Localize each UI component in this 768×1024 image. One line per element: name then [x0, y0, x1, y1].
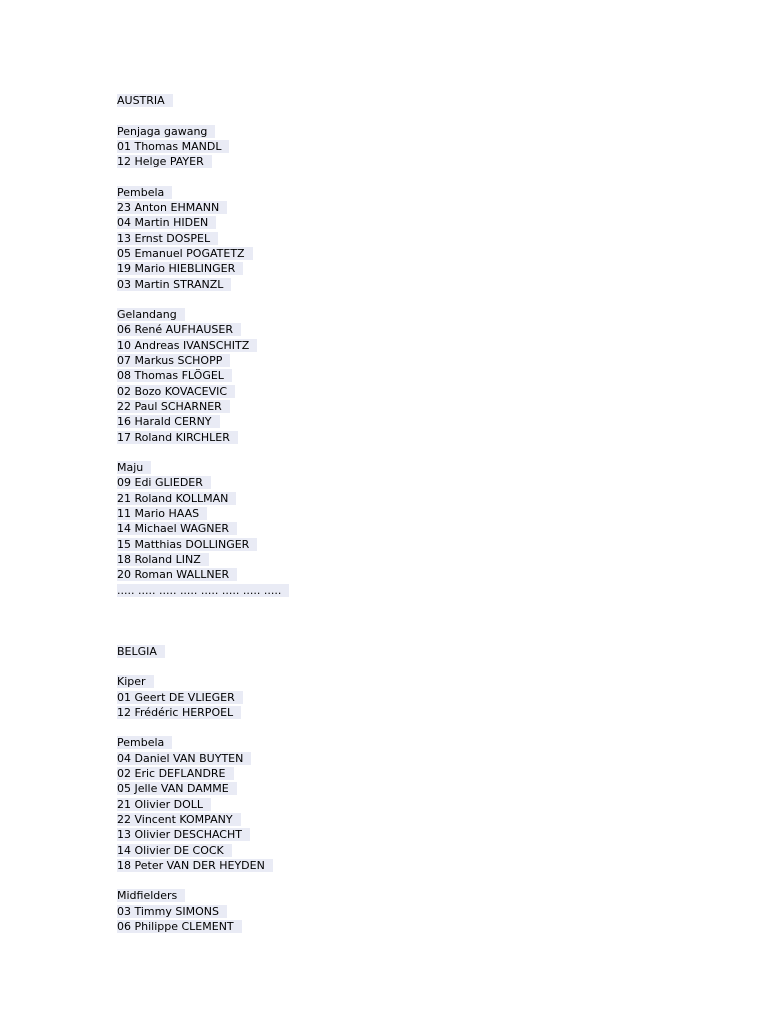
player-line: 12 Helge PAYER	[117, 154, 289, 169]
player-line: 21 Olivier DOLL	[117, 797, 289, 812]
player-line: 19 Mario HIEBLINGER	[117, 261, 289, 276]
player-line: 14 Michael WAGNER	[117, 521, 289, 536]
position-heading: Maju	[117, 460, 289, 475]
player-line: 17 Roland KIRCHLER	[117, 430, 289, 445]
player-line: 23 Anton EHMANN	[117, 200, 289, 215]
player-line: 02 Bozo KOVACEVIC	[117, 384, 289, 399]
player-line: 20 Roman WALLNER	[117, 567, 289, 582]
player-line: 21 Roland KOLLMAN	[117, 491, 289, 506]
player-line: 07 Markus SCHOPP	[117, 353, 289, 368]
player-line: 16 Harald CERNY	[117, 414, 289, 429]
spacer	[117, 445, 289, 460]
spacer	[117, 598, 289, 644]
squad-list	[117, 93, 289, 934]
spacer	[117, 873, 289, 888]
position-heading: Midfielders	[117, 888, 289, 903]
spacer	[117, 659, 289, 674]
player-line: 10 Andreas IVANSCHITZ	[117, 338, 289, 353]
position-heading: Pembela	[117, 735, 289, 750]
spacer	[117, 108, 289, 123]
player-line: 05 Jelle VAN DAMME	[117, 781, 289, 796]
country-heading: AUSTRIA	[117, 93, 289, 108]
player-line: 08 Thomas FLÖGEL	[117, 368, 289, 383]
position-heading: Gelandang	[117, 307, 289, 322]
player-line: 14 Olivier DE COCK	[117, 843, 289, 858]
player-line: 15 Matthias DOLLINGER	[117, 537, 289, 552]
player-line: 03 Martin STRANZL	[117, 277, 289, 292]
player-line: 18 Roland LINZ	[117, 552, 289, 567]
player-line: 06 Philippe CLEMENT	[117, 919, 289, 934]
player-line: 06 René AUFHAUSER	[117, 322, 289, 337]
player-line: 22 Paul SCHARNER	[117, 399, 289, 414]
player-line: 01 Geert DE VLIEGER	[117, 690, 289, 705]
player-line: 04 Martin HIDEN	[117, 215, 289, 230]
spacer	[117, 720, 289, 735]
spacer	[117, 292, 289, 307]
player-line: 04 Daniel VAN BUYTEN	[117, 751, 289, 766]
player-line: 03 Timmy SIMONS	[117, 904, 289, 919]
position-heading: Kiper	[117, 674, 289, 689]
player-line: 02 Eric DEFLANDRE	[117, 766, 289, 781]
country-heading: BELGIA	[117, 644, 289, 659]
spacer	[117, 169, 289, 184]
player-line: 11 Mario HAAS	[117, 506, 289, 521]
player-line: 12 Frédéric HERPOEL	[117, 705, 289, 720]
player-line: 13 Ernst DOSPEL	[117, 231, 289, 246]
player-line: 05 Emanuel POGATETZ	[117, 246, 289, 261]
player-line: 09 Edi GLIEDER	[117, 475, 289, 490]
position-heading: Pembela	[117, 185, 289, 200]
position-heading: Penjaga gawang	[117, 124, 289, 139]
player-line: 13 Olivier DESCHACHT	[117, 827, 289, 842]
player-line: 22 Vincent KOMPANY	[117, 812, 289, 827]
player-line: 01 Thomas MANDL	[117, 139, 289, 154]
dotted-separator: ..... ..... ..... ..... ..... ..... ..... .....	[117, 583, 289, 598]
player-line: 18 Peter VAN DER HEYDEN	[117, 858, 289, 873]
